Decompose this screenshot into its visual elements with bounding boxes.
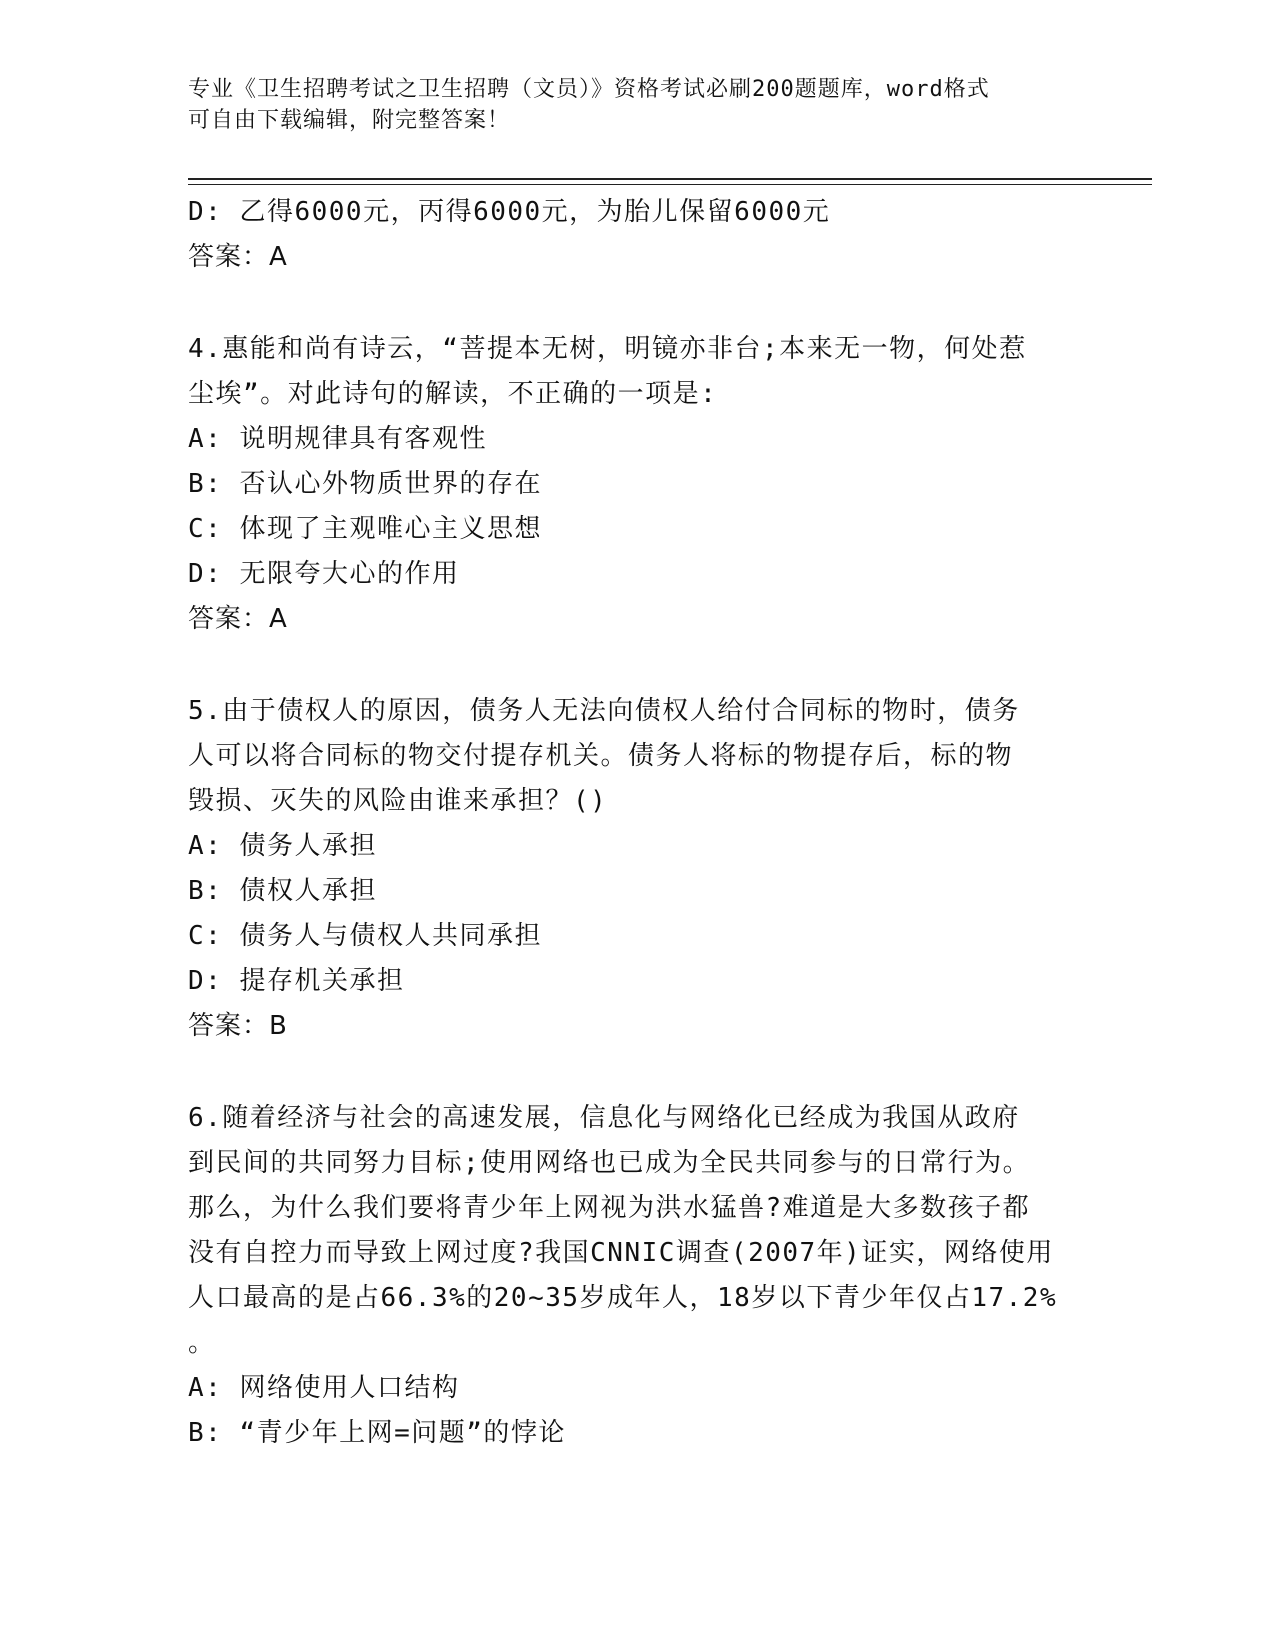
question-stem: [188, 689, 1088, 824]
question-3-tail: [188, 190, 1088, 280]
option-a: A: 说明规律具有客观性: [188, 424, 487, 454]
stem-line: 。: [188, 1328, 216, 1358]
option-b: B: 否认心外物质世界的存在: [188, 469, 542, 499]
spacer: [188, 1049, 1088, 1096]
stem-line: 毁损、灭失的风险由谁来承担？(): [188, 786, 608, 816]
stem-line: 人可以将合同标的物交付提存机关。债务人将标的物提存后，标的物: [188, 741, 1014, 771]
option-a: A: 网络使用人口结构: [188, 1373, 460, 1403]
question-stem: [188, 1096, 1088, 1366]
answer-line: 答案：B: [188, 1011, 288, 1041]
option-c: C: 体现了主观唯心主义思想: [188, 514, 542, 544]
page-header: [188, 74, 1068, 136]
option-b: B: 债权人承担: [188, 876, 377, 906]
stem-line: 4.惠能和尚有诗云，“菩提本无树，明镜亦非台;本来无一物，何处惹: [188, 334, 1027, 364]
stem-line: 到民间的共同努力目标;使用网络也已成为全民共同参与的日常行为。: [188, 1148, 1031, 1178]
spacer: [188, 280, 1088, 327]
spacer: [188, 642, 1088, 689]
stem-line: 没有自控力而导致上网过度?我国CNNIC调查(2007年)证实，网络使用: [188, 1238, 1054, 1268]
stem-line: 尘埃”。对此诗句的解读，不正确的一项是:: [188, 379, 718, 409]
question-6: [188, 1096, 1088, 1456]
option-b: B: “青少年上网=问题”的悖论: [188, 1418, 566, 1448]
option-d: D: 乙得6000元，丙得6000元，为胎儿保留6000元: [188, 197, 831, 227]
option-d: D: 无限夸大心的作用: [188, 559, 460, 589]
answer-line: 答案：A: [188, 604, 288, 634]
header-title-line-1: 专业《卫生招聘考试之卫生招聘（文员）》资格考试必刷200题题库，word格式: [188, 77, 990, 102]
stem-line: 人口最高的是占66.3%的20~35岁成年人，18岁以下青少年仅占17.2%: [188, 1283, 1058, 1313]
stem-line: 5.由于债权人的原因，债务人无法向债权人给付合同标的物时，债务: [188, 696, 1020, 726]
option-c: C: 债务人与债权人共同承担: [188, 921, 542, 951]
header-divider-thick: [188, 178, 1152, 180]
header-divider-thin: [188, 184, 1152, 185]
question-4: [188, 327, 1088, 642]
option-a: A: 债务人承担: [188, 831, 377, 861]
stem-line: 6.随着经济与社会的高速发展，信息化与网络化已经成为我国从政府: [188, 1103, 1020, 1133]
question-stem: [188, 327, 1088, 417]
question-list: [188, 190, 1088, 1456]
stem-line: 那么，为什么我们要将青少年上网视为洪水猛兽?难道是大多数孩子都: [188, 1193, 1031, 1223]
answer-line: 答案：A: [188, 242, 288, 272]
header-title-line-2: 可自由下载编辑，附完整答案！: [188, 108, 511, 133]
question-5: [188, 689, 1088, 1049]
option-d: D: 提存机关承担: [188, 966, 405, 996]
